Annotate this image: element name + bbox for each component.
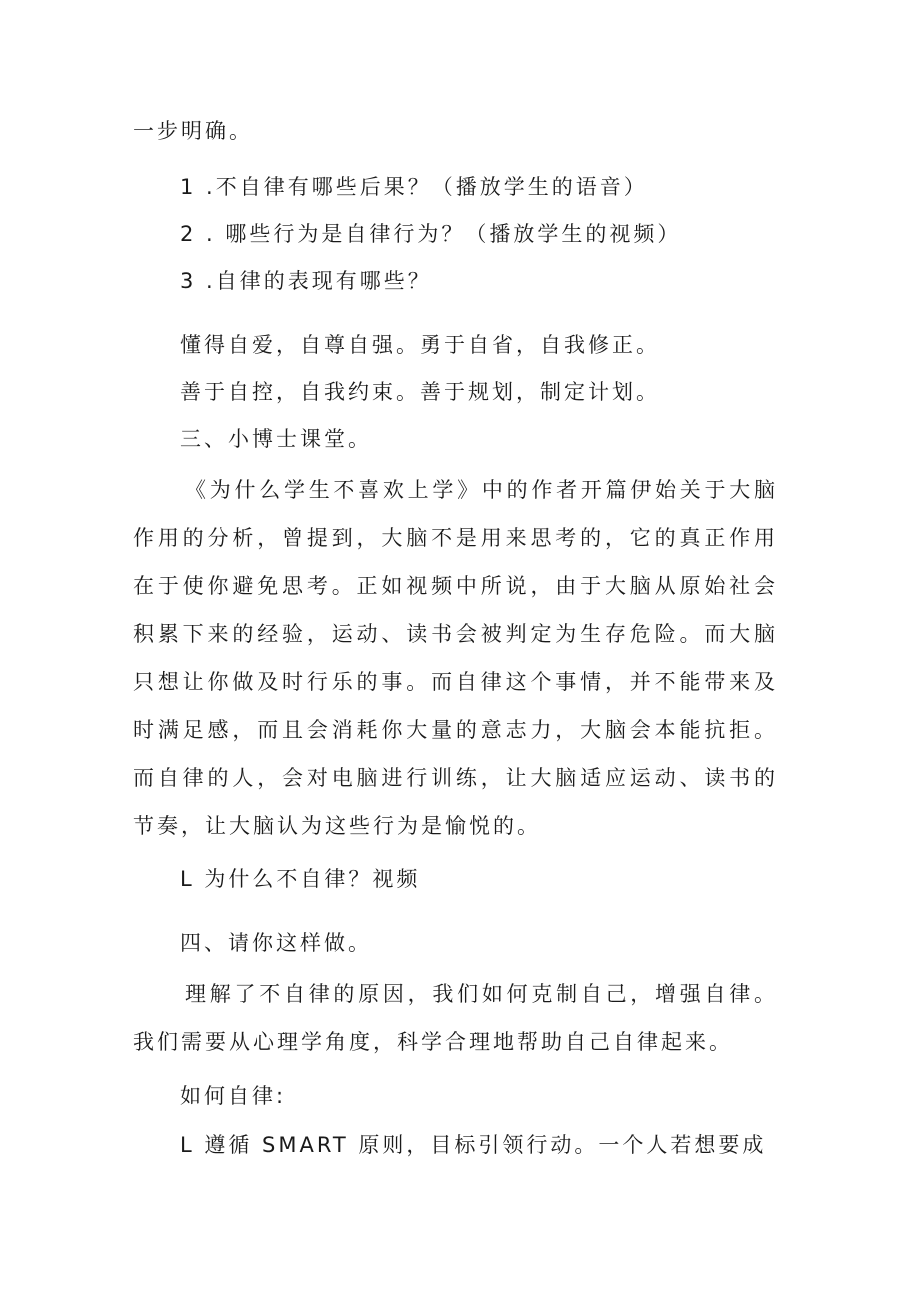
list-item-2: 2 . 哪些行为是自律行为？（播放学生的视频） xyxy=(180,222,682,246)
text-line-self-control: 善于自控，自我约束。善于规划，制定计划。 xyxy=(180,380,660,404)
text-line-smart: L 遵循 SMART 原则，目标引领行动。一个人若想要成 xyxy=(180,1133,767,1157)
section-heading-4: 四、请你这样做。 xyxy=(180,931,372,955)
section-heading-3: 三、小博士课堂。 xyxy=(180,427,372,451)
text-line-intro: 一步明确。 xyxy=(133,119,253,143)
list-item-1: 1 .不自律有哪些后果？（播放学生的语音） xyxy=(180,175,648,199)
paragraph-reason: 理解了不自律的原因，我们如何克制自己，增强自律。我们需要从心理学角度，科学合理地帮助自己自律起来。 xyxy=(133,982,778,1054)
list-item-3: 3 .自律的表现有哪些？ xyxy=(180,269,432,293)
text-line-self-love: 懂得自爱，自尊自强。勇于自省，自我修正。 xyxy=(180,333,660,357)
text-line-video: L 为什么不自律？视频 xyxy=(180,867,421,891)
text-line-how: 如何自律: xyxy=(180,1084,287,1108)
paragraph-brain: 《为什么学生不喜欢上学》中的作者开篇伊始关于大脑作用的分析，曾提到，大脑不是用来思考的，它的真正作用在于使你避免思考。正如视频中所说，由于大脑从原始社会积累下来的经验，运动、读书会被判定为生存危险。而大脑只想让你做及时行乐的事。而自律这个事情，并不能带来及时满足感，而且会消耗你大量的意志力，大脑会本能抗拒。而自律的人，会对电脑进行训练，让大脑适应运动、读书的节奏，让大脑认为这些行为是愉悦的。 xyxy=(133,478,778,838)
